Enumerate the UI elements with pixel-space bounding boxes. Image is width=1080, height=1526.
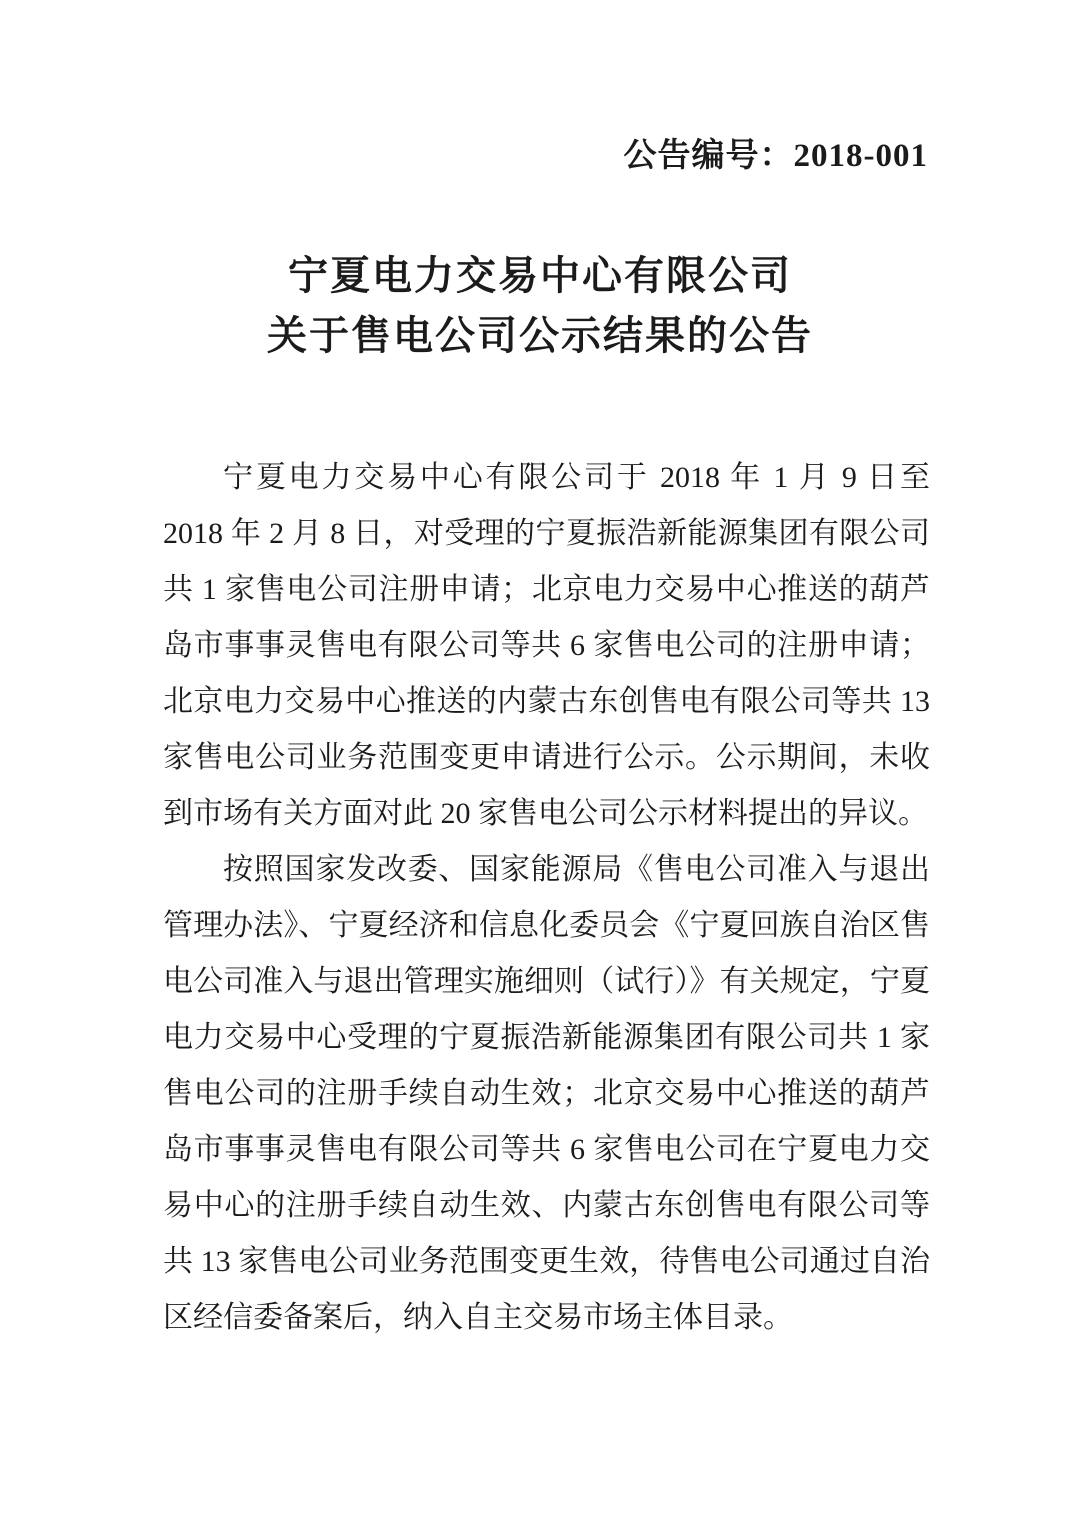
body-paragraph-2: 按照国家发改委、国家能源局《售电公司准入与退出管理办法》、宁夏经济和信息化委员会《宁夏回族自治区售电公司准入与退出管理实施细则（试行）》有关规定，宁夏电力交易中心受理的宁夏振浩新能源集团有限公司共 1 家售电公司的注册手续自动生效；北京交易中心推送的葫芦岛市事事灵售电有限公司等共 6 家售电公司在宁夏电力交易中心的注册手续自动生效、内蒙古东创售电有限公司等共 13 家售电公司业务范围变更生效，待售电公司通过自治区经信委备案后，纳入自主交易市场主体目录。 (163, 853, 930, 1334)
title-line-1: 宁夏电力交易中心有限公司 (288, 253, 792, 298)
body-paragraph-1: 宁夏电力交易中心有限公司于 2018 年 1 月 9 日至 2018 年 2 月 8 日，对受理的宁夏振浩新能源集团有限公司共 1 家售电公司注册申请；北京电力交易中心推送的葫芦岛市事事灵售电有限公司等共 6 家售电公司的注册申请；北京电力交易中心推送的内蒙古东创售电有限公司等共 13 家售电公司业务范围变更申请进行公示。公示期间，未收到市场有关方面对此 20 家售电公司公示材料提出的异议。 (163, 461, 930, 830)
document-title (0, 246, 1080, 366)
document-body (163, 450, 930, 1346)
title-line-2: 关于售电公司公示结果的公告 (267, 313, 813, 358)
announcement-number: 公告编号：2018-001 (623, 138, 928, 174)
